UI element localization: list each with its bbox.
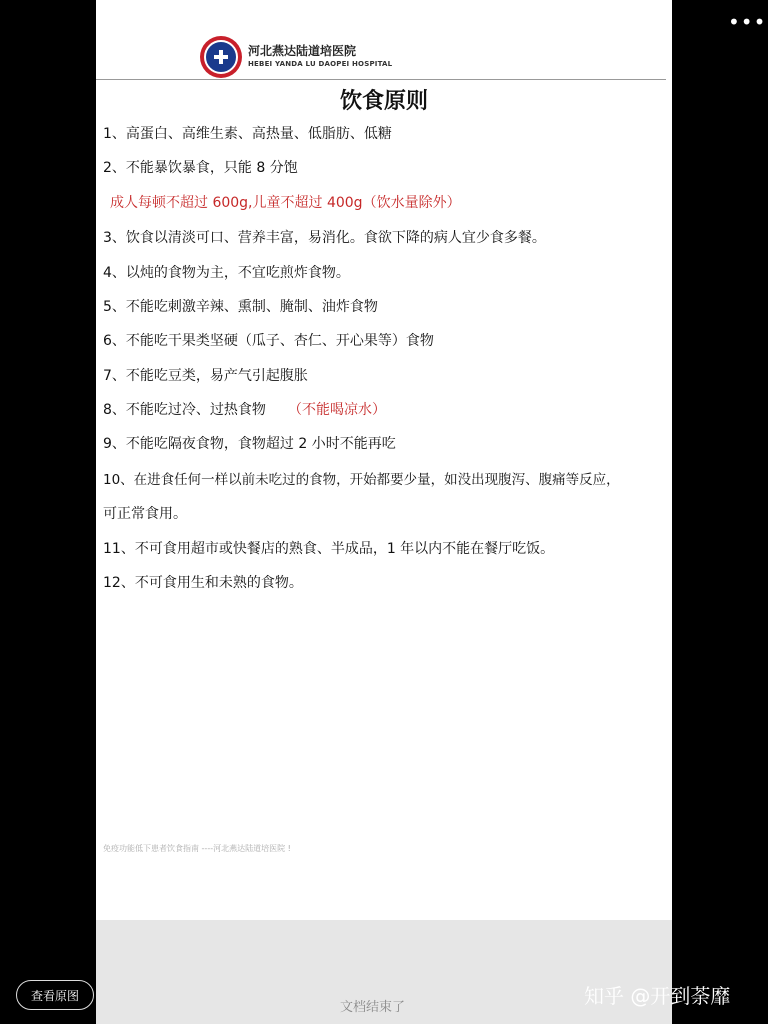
list-item: 1、高蛋白、高维生素、高热量、低脂肪、低糖 — [103, 126, 392, 142]
list-item: 12、不可食用生和未熟的食物。 — [103, 575, 303, 591]
page-title: 饮食原则 — [339, 89, 428, 114]
list-item: 5、不能吃刺激辛辣、熏制、腌制、油炸食物 — [103, 299, 378, 315]
document-end-label: 文档结束了 — [340, 1000, 406, 1015]
hospital-header — [200, 36, 480, 80]
hospital-name-cn: 河北燕达陆道培医院 — [248, 44, 357, 58]
list-item: 10、在进食任何一样以前未吃过的食物，开始都要少量，如没出现腹泻、腹痛等反应， — [103, 472, 620, 488]
list-item: 8、不能吃过冷、过热食物 — [103, 402, 266, 418]
list-item: 4、以炖的食物为主，不宜吃煎炸食物。 — [103, 265, 350, 281]
list-item: 9、不能吃隔夜食物，食物超过 2 小时不能再吃 — [103, 436, 396, 452]
list-item-continuation: 可正常食用。 — [103, 506, 187, 522]
document-footnote: 免疫功能低下患者饮食指南 ----河北燕达陆道培医院 ! — [103, 844, 291, 853]
more-icon[interactable]: ••• — [728, 10, 767, 34]
list-item: 7、不能吃豆类，易产气引起腹胀 — [103, 368, 308, 384]
view-original-button[interactable]: 查看原图 — [16, 980, 94, 1010]
hospital-name-en: HEBEI YANDA LU DAOPEI HOSPITAL — [248, 60, 393, 68]
list-item: 6、不能吃干果类坚硬（瓜子、杏仁、开心果等）食物 — [103, 333, 434, 349]
list-item-note: （不能喝凉水） — [288, 402, 386, 418]
zhihu-watermark: 知乎 @开到荼靡 — [584, 984, 731, 1008]
list-item: 2、不能暴饮暴食，只能 8 分饱 — [103, 160, 298, 176]
list-item: 3、饮食以清淡可口、营养丰富，易消化。食欲下降的病人宜少食多餐。 — [103, 230, 546, 246]
list-item: 11、不可食用超市或快餐店的熟食、半成品，1 年以内不能在餐厅吃饭。 — [103, 541, 555, 557]
list-item-note: 成人每顿不超过 600g,儿童不超过 400g（饮水量除外） — [110, 195, 461, 211]
hospital-logo-icon — [200, 36, 242, 78]
header-divider — [96, 79, 666, 80]
